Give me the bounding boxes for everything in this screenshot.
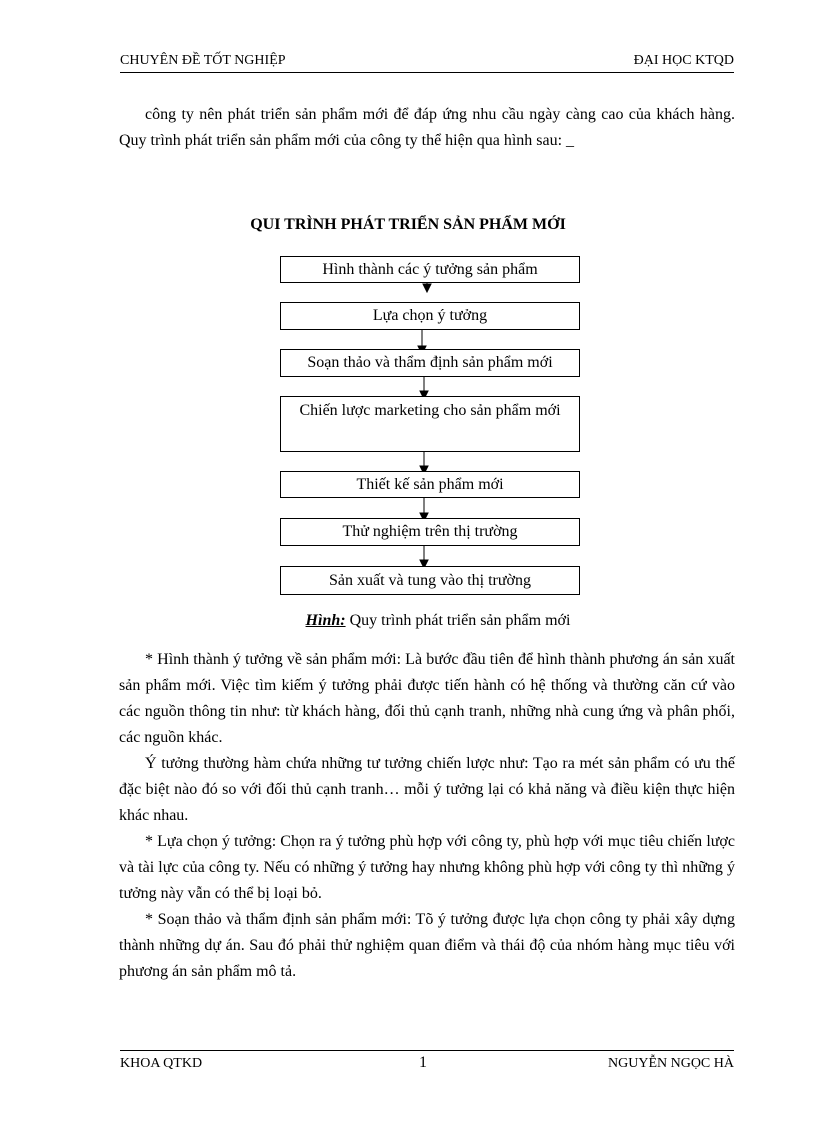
paragraph-2: Ý tưởng thường hàm chứa những tư tưởng chiến lược như: Tạo ra mét sản phẩm có ưu thế đặc biệt nào đó so với đối thủ cạnh tranh… mỗi ý tưởng lại có khả năng và điều kiện thực hiện khác nhau.	[119, 755, 735, 824]
header-right: ĐẠI HỌC KTQD	[633, 53, 734, 68]
flow-step-2	[280, 302, 580, 330]
header-left: CHUYÊN ĐỀ TỐT NGHIỆP	[120, 53, 286, 68]
page-footer	[120, 1050, 734, 1075]
step-7-label: Sản xuất và tung vào thị trường	[329, 572, 531, 589]
flow-step-7	[280, 566, 580, 595]
diagram-title: QUI TRÌNH PHÁT TRIỂN SẢN PHẨM MỚI	[250, 216, 566, 233]
paragraph-1: * Hình thành ý tưởng về sản phẩm mới: Là bước đầu tiên để hình thành phương án sản xuất sản phẩm mới. Việc tìm kiếm ý tưởng phải được tiến hành có hệ thống và thường căn cứ vào các nguồn thông tin như: từ khách hàng, đối thủ cạnh tranh, những nhà cung ứng và phân phối, các nguồn khác.	[119, 651, 735, 746]
step-4-label: Chiến lược marketing cho sản phẩm mới	[299, 402, 561, 419]
step-5-label: Thiết kế sản phẩm mới	[356, 476, 504, 493]
body-text	[119, 647, 735, 985]
caption-text: Quy trình phát triển sản phẩm mới	[345, 612, 571, 629]
flow-step-6	[280, 518, 580, 546]
figure-caption	[0, 612, 816, 630]
caption-label: Hình:	[305, 612, 346, 629]
step-2-label: Lựa chọn ý tưởng	[372, 307, 488, 324]
flow-step-4	[280, 396, 580, 452]
page-number: 1	[419, 1054, 427, 1071]
paragraph-4: * Soạn thảo và thẩm định sản phẩm mới: Tõ ý tưởng được lựa chọn công ty phải xây dựng thành những dự án. Sau đó phải thử nghiệm quan điểm và thái độ của nhóm hàng mục tiêu với phương án sản phẩm mô tả.	[119, 911, 735, 980]
step-3-label: Soạn thảo và thẩm định sản phẩm mới	[307, 354, 553, 371]
arrowhead-1	[423, 284, 431, 292]
paragraph-3: * Lựa chọn ý tưởng: Chọn ra ý tưởng phù hợp với công ty, phù hợp với mục tiêu chiến lược và tài lực của công ty. Nếu có những ý tưởng hay nhưng không phù hợp với công ty thì những ý tưởng này vẫn có thể bị loại bỏ.	[119, 833, 735, 902]
flow-step-3	[280, 349, 580, 377]
flow-step-1	[280, 256, 580, 283]
footer-right: NGUYỄN NGỌC HÀ	[608, 1056, 734, 1071]
intro-paragraph: công ty nên phát triển sản phẩm mới để đáp ứng nhu cầu ngày càng cao của khách hàng. Quy trình phát triển sản phẩm mới của công ty thể hiện qua hình sau: _	[119, 106, 735, 149]
footer-left: KHOA QTKD	[120, 1056, 203, 1071]
step-6-label: Thử nghiệm trên thị trường	[342, 523, 518, 540]
step-1-label: Hình thành các ý tưởng sản phẩm	[322, 261, 538, 278]
flow-step-5	[280, 471, 580, 498]
